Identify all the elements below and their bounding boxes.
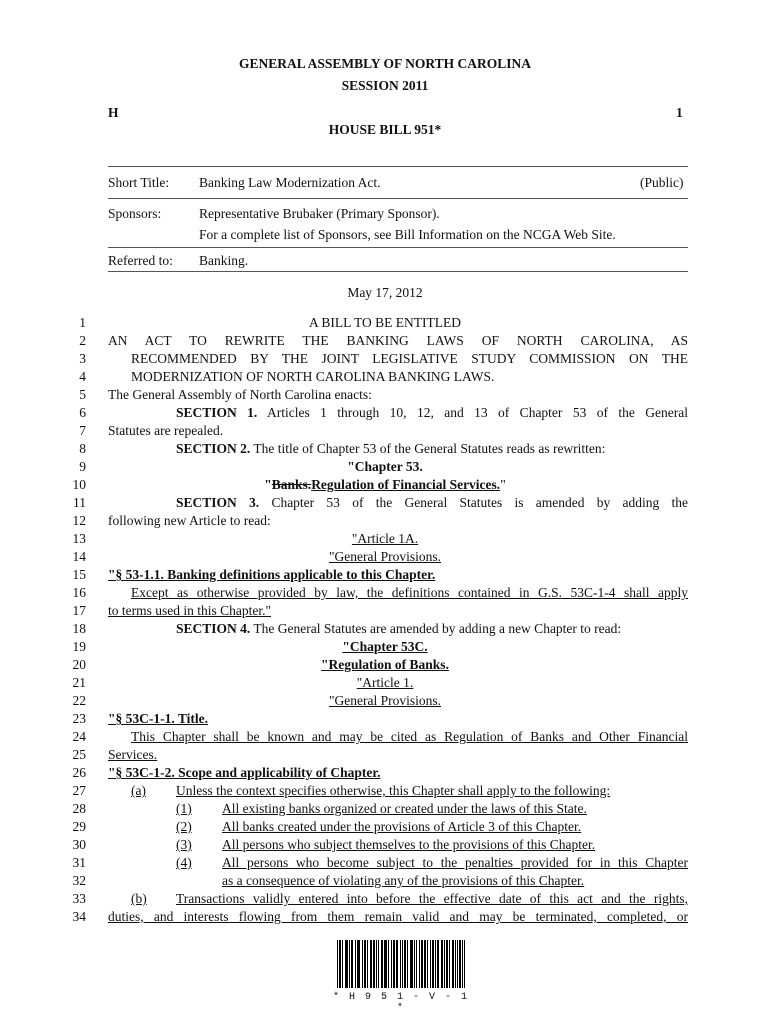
line-number: 14 — [72, 549, 86, 564]
act-title-line: MODERNIZATION OF NORTH CAROLINA BANKING LAWS. — [131, 369, 495, 384]
bill-number: HOUSE BILL 951* — [328, 122, 442, 137]
line-number: 9 — [79, 459, 86, 474]
item-mark: (3) — [176, 837, 192, 852]
section-3 — [176, 494, 688, 512]
line-number: 28 — [72, 801, 86, 816]
barcode-image — [337, 940, 465, 988]
line-number: 10 — [72, 477, 86, 492]
sponsors-primary: Representative Brubaker (Primary Sponsor). — [199, 206, 440, 221]
section-2 — [176, 440, 605, 458]
line-number: 34 — [72, 909, 86, 924]
line-number: 31 — [72, 855, 86, 870]
divider-2 — [108, 247, 688, 248]
item-text: as a consequence of violating any of the provisions of this Chapter. — [222, 873, 585, 888]
subsection-text: Transactions validly entered into before the effective date of this act and the rights, — [176, 891, 688, 906]
session-heading: SESSION 2011 — [341, 78, 429, 93]
line-number: 20 — [72, 657, 86, 672]
section-label: SECTION 2. — [176, 441, 251, 456]
line-number: 12 — [72, 513, 86, 528]
statute-text: to terms used in this Chapter." — [108, 603, 271, 618]
item-mark: (1) — [176, 801, 192, 816]
referred-label: Referred to: — [108, 253, 173, 268]
public-flag: (Public) — [640, 175, 684, 190]
act-title-line: RECOMMENDED BY THE JOINT LEGISLATIVE STUDY COMMISSION ON THE — [131, 351, 688, 366]
line-number: 5 — [79, 387, 86, 402]
divider-bottom — [108, 271, 688, 272]
line-number: 11 — [73, 495, 86, 510]
enacting-clause: The General Assembly of North Carolina enacts: — [108, 387, 372, 402]
short-title: Banking Law Modernization Act. — [199, 175, 381, 190]
line-number: 26 — [72, 765, 86, 780]
line-number: 30 — [72, 837, 86, 852]
subsection-mark: (a) — [131, 783, 146, 798]
divider-1 — [108, 198, 688, 199]
deleted-text: Banks. — [271, 477, 312, 492]
article-title: "General Provisions. — [329, 549, 441, 564]
inserted-text: Regulation of Financial Services. — [311, 477, 501, 492]
section-text: Articles 1 through 10, 12, and 13 of Chapter 53 of the General — [266, 405, 688, 420]
section-label: SECTION 1. — [176, 405, 258, 420]
chapter-heading: "Chapter 53. — [347, 459, 423, 474]
section-4 — [176, 620, 621, 638]
line-number: 29 — [72, 819, 86, 834]
divider-top — [108, 166, 688, 167]
line-number: 22 — [72, 693, 86, 708]
line-number: 18 — [72, 621, 86, 636]
line-number: 7 — [79, 423, 86, 438]
line-number: 17 — [72, 603, 86, 618]
subsection-text: duties, and interests flowing from them remain valid and may be terminated, completed, or — [108, 909, 688, 924]
section-label: SECTION 4. — [176, 621, 251, 636]
article-title: "General Provisions. — [329, 693, 441, 708]
line-number: 25 — [72, 747, 86, 762]
section-label: SECTION 3. — [176, 495, 260, 510]
line-number: 24 — [72, 729, 86, 744]
act-title-line: AN ACT TO REWRITE THE BANKING LAWS OF NORTH CAROLINA, AS — [108, 333, 688, 348]
chapter-title: "Regulation of Banks. — [321, 657, 449, 672]
line-number: 3 — [79, 351, 86, 366]
line-number: 21 — [72, 675, 86, 690]
section-text: The General Statutes are amended by adding a new Chapter to read: — [253, 621, 622, 636]
statute-text: Except as otherwise provided by law, the definitions contained in G.S. 53C-1-4 shall apply — [131, 585, 688, 600]
body-line: following new Article to read: — [108, 513, 271, 528]
bill-date: May 17, 2012 — [347, 285, 423, 300]
line-number: 33 — [72, 891, 86, 906]
item-text: All existing banks organized or created under the laws of this State. — [222, 801, 587, 816]
item-text: All persons who become subject to the penalties provided for in this Chapter — [222, 855, 688, 870]
section-1 — [176, 404, 688, 422]
section-text: Chapter 53 of the General Statutes is amended by adding the — [271, 495, 688, 510]
sponsors-info: For a complete list of Sponsors, see Bill Information on the NCGA Web Site. — [199, 227, 616, 242]
item-mark: (4) — [176, 855, 192, 870]
chamber-letter: H — [108, 105, 119, 120]
statute-heading: "§ 53C-1-2. Scope and applicability of Chapter. — [108, 765, 381, 780]
line-number: 16 — [72, 585, 86, 600]
body-line: Statutes are repealed. — [108, 423, 224, 438]
article-heading: "Article 1A. — [351, 531, 419, 546]
item-text: All banks created under the provisions of Article 3 of this Chapter. — [222, 819, 582, 834]
line-number: 15 — [72, 567, 86, 582]
short-title-label: Short Title: — [108, 175, 170, 190]
line-number: 2 — [79, 333, 86, 348]
barcode-text: * H 9 5 1 - V - 1 * — [332, 992, 470, 1014]
statute-text: Services. — [108, 747, 158, 762]
bill-entitled: A BILL TO BE ENTITLED — [309, 315, 461, 330]
subsection-text: Unless the context specifies otherwise, this Chapter shall apply to the following: — [176, 783, 611, 798]
line-number: 19 — [72, 639, 86, 654]
assembly-heading: GENERAL ASSEMBLY OF NORTH CAROLINA — [238, 56, 532, 71]
line-number: 13 — [72, 531, 86, 546]
item-text: All persons who subject themselves to the provisions of this Chapter. — [222, 837, 596, 852]
quote-mark: " — [500, 477, 506, 492]
quote-mark: " — [264, 477, 272, 492]
line-number: 8 — [79, 441, 86, 456]
chapter-title — [0, 476, 770, 494]
statute-text: This Chapter shall be known and may be cited as Regulation of Banks and Other Financial — [131, 729, 688, 744]
subsection-mark: (b) — [131, 891, 147, 906]
section-text: The title of Chapter 53 of the General Statutes reads as rewritten: — [253, 441, 606, 456]
statute-heading: "§ 53C-1-1. Title. — [108, 711, 208, 726]
item-mark: (2) — [176, 819, 192, 834]
chapter-heading: "Chapter 53C. — [342, 639, 428, 654]
line-number: 23 — [72, 711, 86, 726]
statute-heading: "§ 53-1.1. Banking definitions applicable to this Chapter. — [108, 567, 436, 582]
version-number: 1 — [676, 105, 683, 120]
article-heading: "Article 1. — [356, 675, 414, 690]
sponsors-label: Sponsors: — [108, 206, 162, 221]
line-number: 4 — [79, 369, 86, 384]
line-number: 6 — [79, 405, 86, 420]
referred-committee: Banking. — [199, 253, 249, 268]
line-number: 32 — [72, 873, 86, 888]
line-number: 1 — [79, 315, 86, 330]
line-number: 27 — [72, 783, 86, 798]
